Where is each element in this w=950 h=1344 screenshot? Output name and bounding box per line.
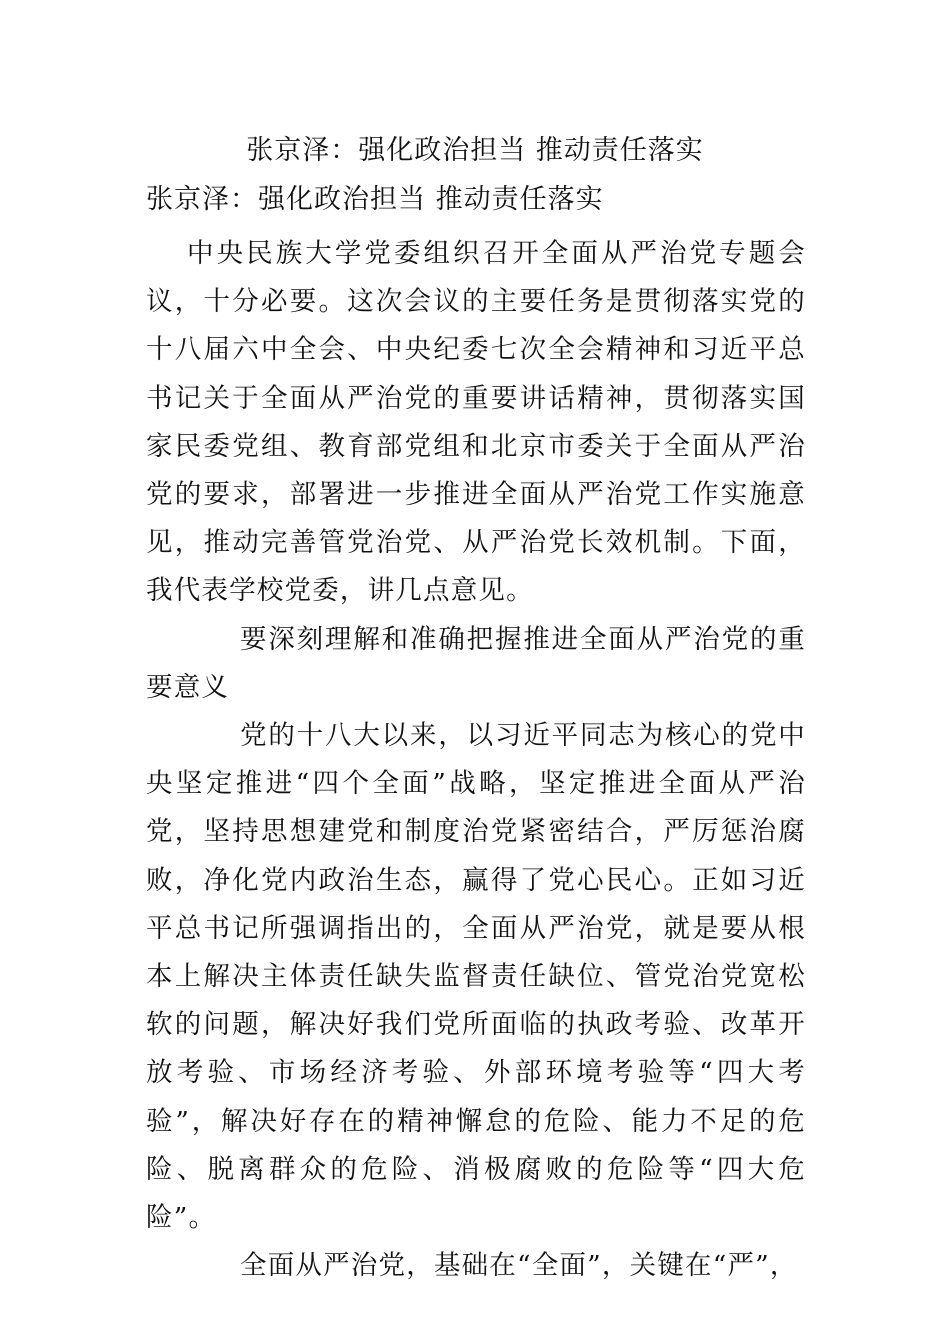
- document-body: [146, 230, 806, 1290]
- document-subtitle: 张京泽：强化政治担当 推动责任落实: [146, 184, 604, 215]
- document-title: 张京泽：强化政治担当 推动责任落实: [246, 135, 704, 166]
- paragraph-intro: 中央民族大学党委组织召开全面从严治党专题会议，十分必要。这次会议的主要任务是贯彻落实党的十八届六中全会、中央纪委七次全会精神和习近平总书记关于全面从严治党的重要讲话精神，贯彻落实国家民委党组、教育部党组和北京市委关于全面从严治党的要求，部署进一步推进全面从严治党工作实施意见，推动完善管党治党、从严治党长效机制。下面，我代表学校党委，讲几点意见。: [146, 238, 806, 607]
- paragraph-continuation: 全面从严治党，基础在“全面”，关键在“严”，: [240, 1250, 798, 1282]
- section-heading: 要深刻理解和准确把握推进全面从严治党的重要意义: [146, 623, 806, 703]
- paragraph-background: 党的十八大以来，以习近平同志为核心的党中央坚定推进“四个全面”战略，坚定推进全面从严治党，坚持思想建党和制度治党紧密结合，严厉惩治腐败，净化党内政治生态，赢得了党心民心。正如习近平总书记所强调指出的，全面从严治党，就是要从根本上解决主体责任缺失监督责任缺位、管党治党宽松软的问题，解决好我们党所面临的执政考验、改革开放考验、市场经济考验、外部环境考验等“四大考验”，解决好存在的精神懈怠的危险、能力不足的危险、脱离群众的危险、消极腐败的危险等“四大危险”。: [146, 720, 806, 1234]
